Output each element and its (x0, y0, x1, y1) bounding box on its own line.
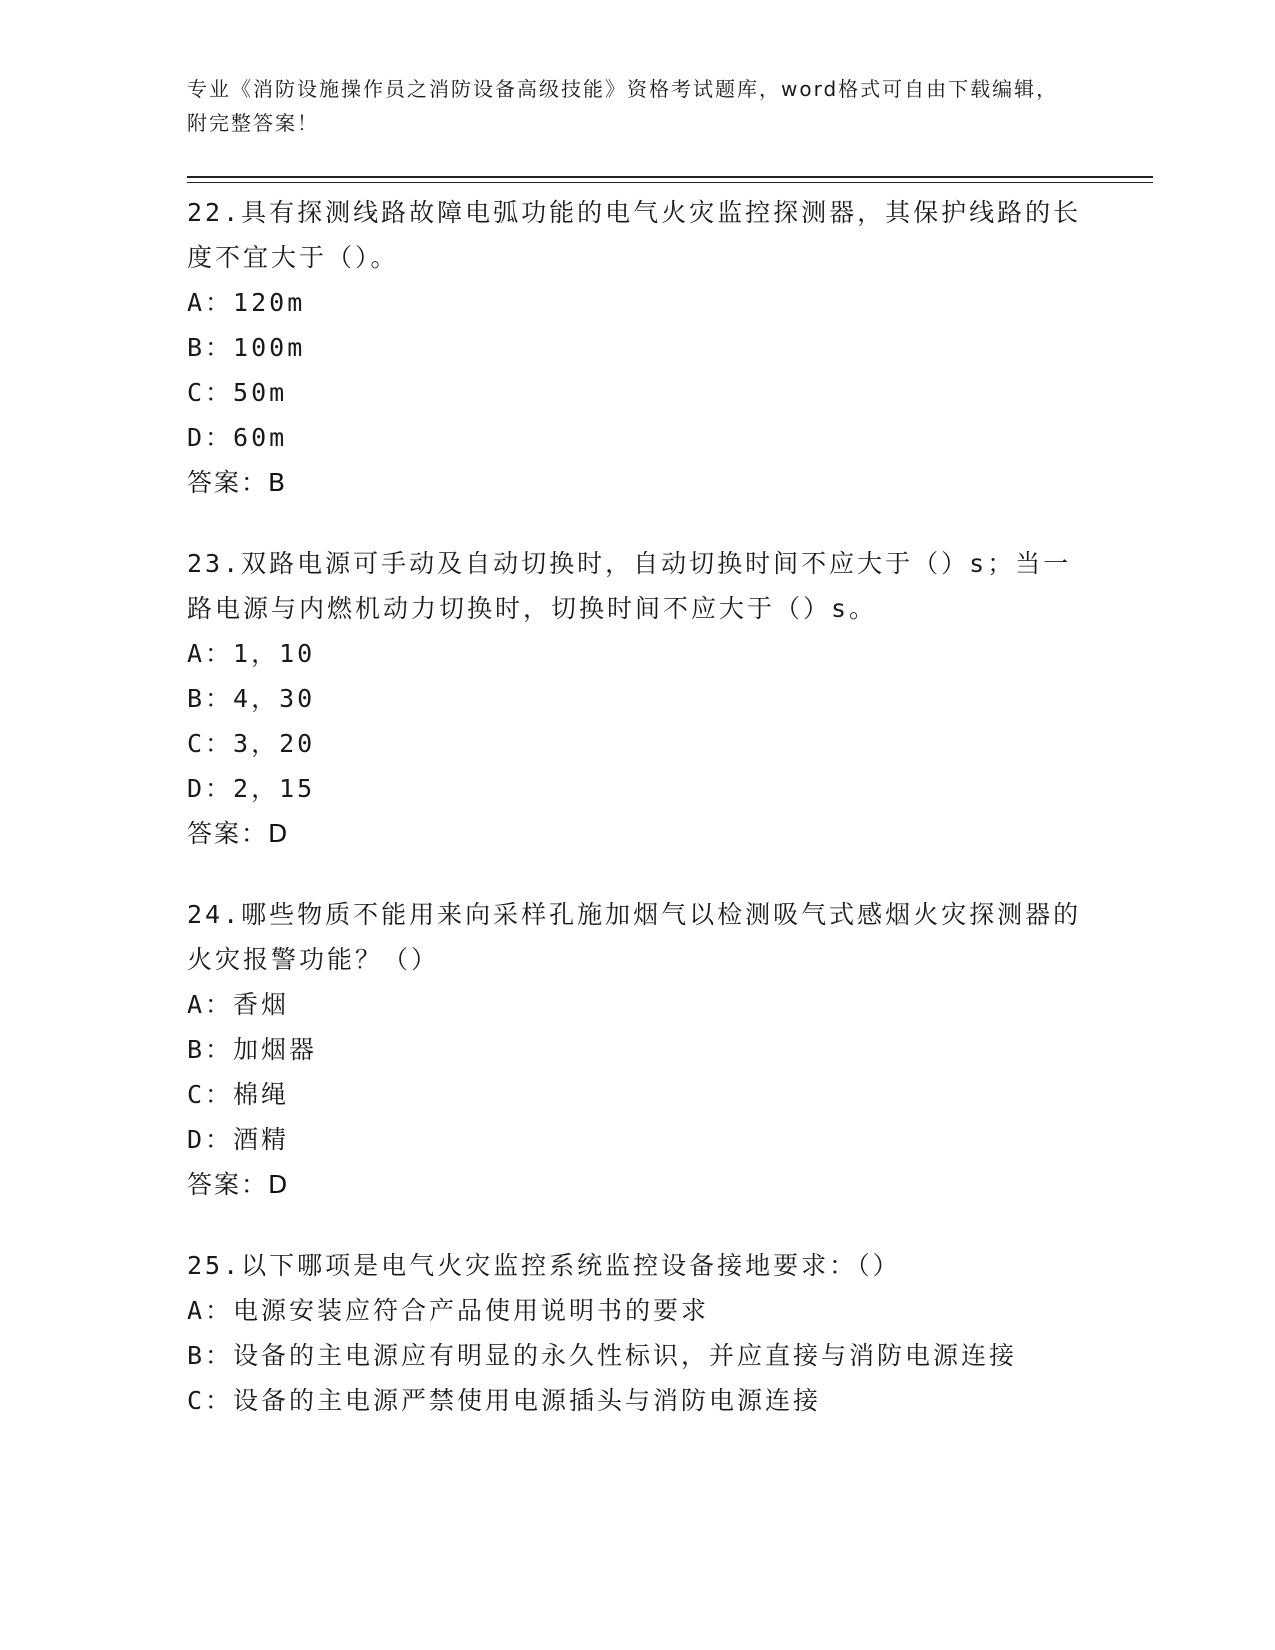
option-a: A：香烟 (187, 990, 290, 1019)
header-divider-thick (187, 176, 1153, 178)
option-d: D：2，15 (187, 774, 316, 803)
question-list (187, 190, 1087, 1459)
option-b: B：设备的主电源应有明显的永久性标识，并应直接与消防电源连接 (187, 1341, 1018, 1370)
question-stem: 23.双路电源可手动及自动切换时，自动切换时间不应大于（）s；当一路电源与内燃机动力切换时，切换时间不应大于（）s。 (187, 549, 1072, 623)
option-c: C：3，20 (187, 729, 316, 758)
option-d: D：酒精 (187, 1125, 290, 1154)
question-stem: 22.具有探测线路故障电弧功能的电气火灾监控探测器，其保护线路的长度不宜大于（）。 (187, 198, 1082, 272)
option-c: C：棉绳 (187, 1080, 290, 1109)
question-stem: 25.以下哪项是电气火灾监控系统监控设备接地要求：（） (187, 1251, 901, 1280)
option-c: C：设备的主电源严禁使用电源插头与消防电源连接 (187, 1386, 822, 1415)
option-b: B：加烟器 (187, 1035, 318, 1064)
option-d: D：60m (187, 423, 288, 452)
question-stem: 24.哪些物质不能用来向采样孔施加烟气以检测吸气式感烟火灾探测器的火灾报警功能？（） (187, 900, 1082, 974)
answer-line: 答案：D (187, 819, 290, 848)
answer-line: 答案：D (187, 1170, 290, 1199)
option-a: A：电源安装应符合产品使用说明书的要求 (187, 1296, 710, 1325)
option-b: B：4，30 (187, 684, 316, 713)
answer-line: 答案：B (187, 468, 288, 497)
document-intro: 专业《消防设施操作员之消防设备高级技能》资格考试题库，word格式可自由下载编辑，附完整答案！ (187, 77, 1059, 135)
header-divider-thin (187, 182, 1153, 183)
option-a: A：120m (187, 288, 306, 317)
option-a: A：1，10 (187, 639, 316, 668)
question-25 (187, 1243, 1087, 1423)
option-c: C：50m (187, 378, 288, 407)
option-b: B：100m (187, 333, 306, 362)
question-24 (187, 892, 1087, 1207)
question-23 (187, 541, 1087, 856)
question-22 (187, 190, 1087, 505)
